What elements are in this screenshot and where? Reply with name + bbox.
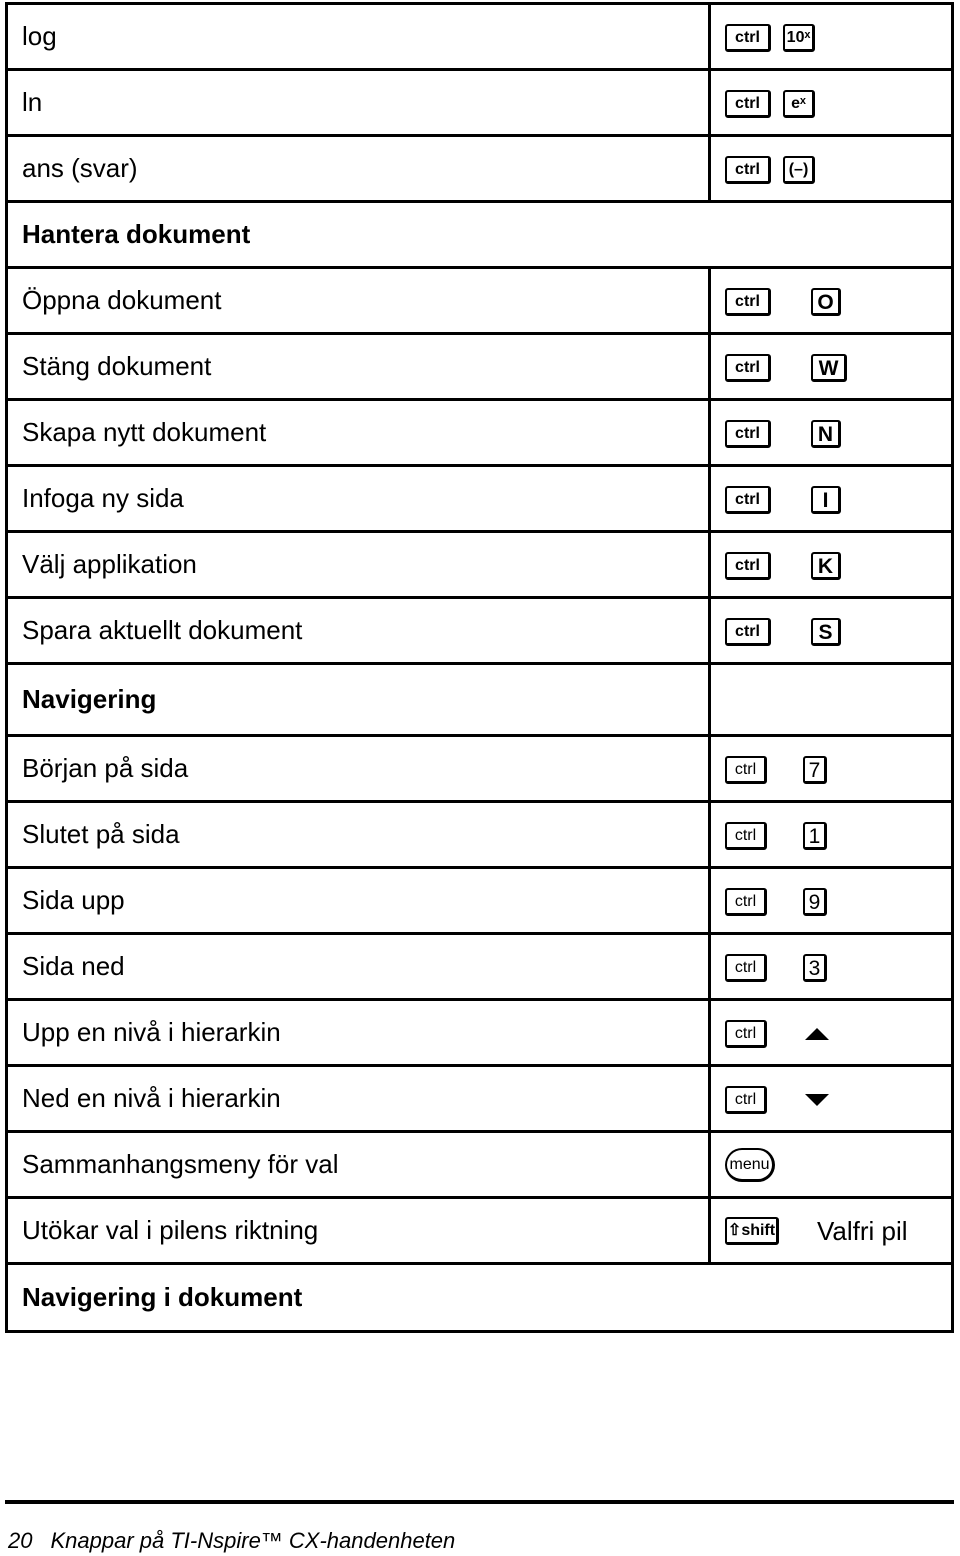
key-combination <box>710 802 953 868</box>
table-row <box>7 70 953 136</box>
table-row <box>7 868 953 934</box>
ctrl-key: ctrl <box>725 1086 767 1114</box>
footer-rule <box>5 1500 954 1504</box>
page-number: 20 <box>8 1528 33 1553</box>
function-key: 10ˣ <box>783 24 815 52</box>
section-heading: Navigering <box>7 664 710 736</box>
key-combination <box>710 268 953 334</box>
ctrl-key: ctrl <box>725 618 771 646</box>
letter-key: K <box>811 552 841 580</box>
ctrl-key: ctrl <box>725 288 771 316</box>
action-label: Sammanhangsmeny för val <box>7 1132 710 1198</box>
section-row <box>7 202 953 268</box>
key-combination <box>710 466 953 532</box>
section-heading: Hantera dokument <box>7 202 953 268</box>
key-combination <box>710 934 953 1000</box>
number-key: 3 <box>803 954 827 982</box>
table-row <box>7 598 953 664</box>
arrow-down-icon <box>805 1094 829 1106</box>
table-row <box>7 802 953 868</box>
ctrl-key: ctrl <box>725 24 771 52</box>
key-combination <box>710 334 953 400</box>
action-label: Välj applikation <box>7 532 710 598</box>
letter-key: S <box>811 618 841 646</box>
table-row <box>7 532 953 598</box>
ctrl-key: ctrl <box>725 420 771 448</box>
key-combination <box>710 1066 953 1132</box>
letter-key: N <box>811 420 841 448</box>
ctrl-key: ctrl <box>725 1020 767 1048</box>
ctrl-key: ctrl <box>725 486 771 514</box>
key-combination <box>710 4 953 70</box>
table-row <box>7 1000 953 1066</box>
number-key: 9 <box>803 888 827 916</box>
shortcut-table <box>5 2 954 1333</box>
ctrl-key: ctrl <box>725 888 767 916</box>
arrow-up-icon <box>805 1028 829 1040</box>
function-key: eˣ <box>783 90 815 118</box>
action-label: Upp en nivå i hierarkin <box>7 1000 710 1066</box>
table-row <box>7 1198 953 1264</box>
ctrl-key: ctrl <box>725 954 767 982</box>
ctrl-key: ctrl <box>725 156 771 184</box>
key-combination <box>710 868 953 934</box>
key-combination <box>710 70 953 136</box>
action-label: Öppna dokument <box>7 268 710 334</box>
menu-key: menu <box>725 1148 775 1182</box>
key-combination <box>710 1198 953 1264</box>
table-row <box>7 934 953 1000</box>
key-combination <box>710 136 953 202</box>
key-combination <box>710 1132 953 1198</box>
action-label: Ned en nivå i hierarkin <box>7 1066 710 1132</box>
table-row <box>7 1132 953 1198</box>
ctrl-key: ctrl <box>725 756 767 784</box>
table-row <box>7 1066 953 1132</box>
ctrl-key: ctrl <box>725 822 767 850</box>
number-key: 1 <box>803 822 827 850</box>
footer-title: Knappar på TI-Nspire™ CX-handenheten <box>50 1528 456 1553</box>
key-combination <box>710 532 953 598</box>
action-label: Skapa nytt dokument <box>7 400 710 466</box>
key-combination <box>710 664 953 736</box>
table-row <box>7 736 953 802</box>
number-key: 7 <box>803 756 827 784</box>
table-row <box>7 466 953 532</box>
action-label: ln <box>7 70 710 136</box>
table-row <box>7 334 953 400</box>
function-key: (–) <box>783 156 815 184</box>
table-row <box>7 136 953 202</box>
table-row <box>7 400 953 466</box>
action-label: log <box>7 4 710 70</box>
action-label: ans (svar) <box>7 136 710 202</box>
letter-key: I <box>811 486 841 514</box>
action-label: Början på sida <box>7 736 710 802</box>
table-row <box>7 268 953 334</box>
key-combination <box>710 400 953 466</box>
key-note: Valfri pil <box>817 1215 908 1246</box>
action-label: Spara aktuellt dokument <box>7 598 710 664</box>
ctrl-key: ctrl <box>725 552 771 580</box>
ctrl-key: ctrl <box>725 354 771 382</box>
key-combination <box>710 736 953 802</box>
section-heading: Navigering i dokument <box>7 1264 953 1332</box>
action-label: Slutet på sida <box>7 802 710 868</box>
key-combination <box>710 1000 953 1066</box>
shift-key: ⇧shift <box>725 1217 779 1245</box>
action-label: Sida ned <box>7 934 710 1000</box>
letter-key: W <box>811 354 847 382</box>
letter-key: O <box>811 288 841 316</box>
action-label: Utökar val i pilens riktning <box>7 1198 710 1264</box>
section-row <box>7 664 953 736</box>
action-label: Stäng dokument <box>7 334 710 400</box>
action-label: Infoga ny sida <box>7 466 710 532</box>
table-row <box>7 4 953 70</box>
action-label: Sida upp <box>7 868 710 934</box>
page-footer <box>8 1528 455 1554</box>
section-row <box>7 1264 953 1332</box>
key-combination <box>710 598 953 664</box>
shortcut-table-body <box>7 4 953 1332</box>
ctrl-key: ctrl <box>725 90 771 118</box>
